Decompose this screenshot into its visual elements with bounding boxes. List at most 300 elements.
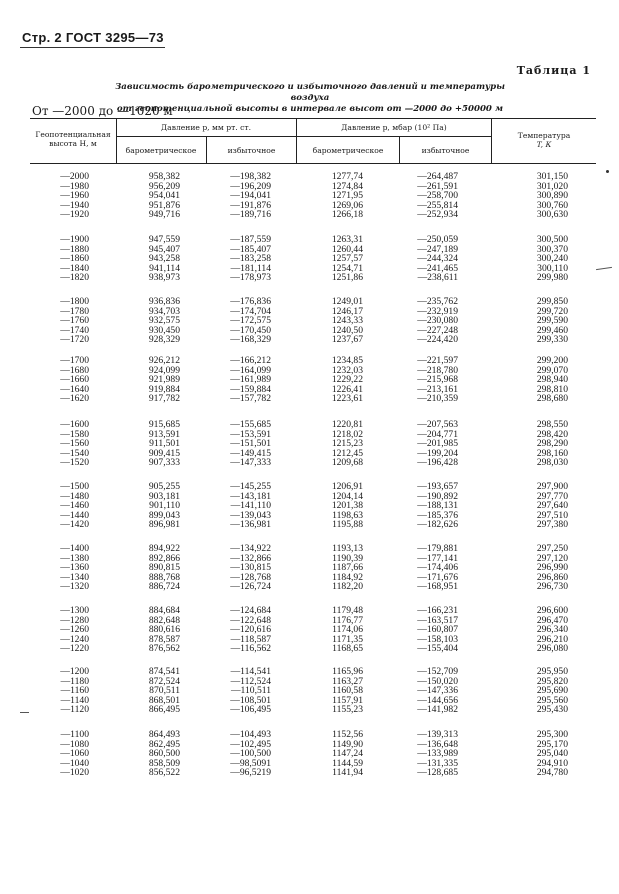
height-cell: —1040 — [60, 757, 89, 769]
barometric-mmhg-cell: 864,493 — [148, 729, 180, 740]
barometric-mbar-cell: 1174,06 — [332, 624, 363, 635]
height-cell: —1740 — [60, 324, 89, 336]
excess-mmhg-cell: —170,450 — [230, 324, 271, 336]
excess-mbar-cell: —218,780 — [417, 364, 458, 376]
barometric-mmhg-cell: 932,575 — [148, 315, 180, 326]
barometric-mbar-cell: 1206,91 — [331, 481, 363, 492]
barometric-mbar-column — [332, 356, 363, 404]
temperature-cell: 301,020 — [536, 180, 568, 192]
temperature-cell: 297,250 — [536, 543, 568, 554]
excess-mbar-cell: —147,336 — [417, 685, 458, 696]
excess-mbar-cell: —166,231 — [417, 605, 458, 616]
temperature-cell: 300,240 — [536, 253, 568, 264]
barometric-mmhg-column — [149, 667, 180, 715]
excess-mbar-cell: —227,248 — [417, 324, 458, 336]
excess-mmhg-cell: —183,258 — [230, 253, 271, 264]
excess-mmhg-cell: —132,866 — [230, 552, 271, 564]
barometric-mmhg-cell: 880,616 — [148, 624, 180, 635]
excess-mmhg-cell: —112,524 — [230, 675, 271, 687]
excess-mbar-cell: —155,404 — [417, 643, 458, 654]
height-cell: —1280 — [60, 614, 89, 626]
height-cell: —1980 — [60, 180, 89, 192]
temperature-cell: 300,110 — [537, 262, 568, 274]
barometric-mmhg-column — [149, 420, 180, 468]
row-group — [0, 606, 619, 666]
barometric-mbar-cell: 1266,18 — [331, 209, 363, 220]
barometric-mmhg-cell: 878,587 — [148, 633, 180, 645]
excess-mmhg-cell: —147,333 — [230, 457, 271, 468]
height-column — [60, 667, 89, 715]
temperature-cell: 299,070 — [536, 364, 568, 376]
height-cell: —1080 — [60, 738, 89, 750]
barometric-mmhg-column — [149, 482, 180, 530]
temperature-cell: 297,640 — [536, 500, 568, 511]
height-cell: —1480 — [60, 490, 89, 502]
row-group — [0, 667, 619, 727]
row-group — [0, 420, 619, 480]
excess-mmhg-cell: —181,114 — [230, 262, 271, 274]
excess-mbar-cell: —261,591 — [417, 180, 458, 192]
temperature-cell: 298,550 — [536, 419, 568, 430]
header-mmhg-group: Давление р, мм рт. ст. — [161, 123, 251, 132]
temperature-cell: 299,980 — [536, 272, 568, 283]
temperature-cell: 297,120 — [536, 552, 568, 564]
height-cell: —1400 — [60, 543, 89, 554]
height-column — [60, 544, 89, 592]
excess-mbar-cell: —179,881 — [417, 543, 458, 554]
excess-mbar-cell: —210,359 — [417, 393, 458, 404]
excess-mmhg-cell: —164,099 — [230, 364, 271, 376]
excess-mmhg-cell: —104,493 — [230, 729, 271, 740]
barometric-mbar-cell: 1271,95 — [331, 190, 363, 201]
height-cell: —1380 — [60, 552, 89, 564]
excess-mmhg-cell: —136,981 — [230, 519, 271, 530]
excess-mmhg-cell: —168,329 — [230, 334, 271, 345]
barometric-mmhg-cell: 934,703 — [148, 305, 180, 317]
barometric-mbar-cell: 1269,06 — [331, 199, 363, 211]
barometric-mbar-column — [332, 420, 363, 468]
excess-mbar-cell: —232,919 — [417, 305, 458, 317]
excess-mbar-cell: —244,324 — [417, 253, 458, 264]
temperature-cell: 298,290 — [536, 438, 568, 449]
height-cell: —1140 — [60, 694, 89, 706]
barometric-mbar-cell: 1193,13 — [332, 543, 363, 554]
barometric-mbar-cell: 1157,91 — [332, 694, 363, 706]
excess-mbar-cell: —150,020 — [417, 675, 458, 687]
temperature-cell: 295,950 — [536, 666, 568, 677]
height-column — [60, 420, 89, 468]
height-cell: —1240 — [60, 633, 89, 645]
temperature-cell: 299,200 — [536, 355, 568, 366]
height-cell: —1580 — [60, 428, 89, 440]
excess-mbar-cell: —199,204 — [417, 447, 458, 459]
temperature-cell: 297,510 — [536, 509, 568, 521]
table-header-rule — [30, 163, 596, 164]
barometric-mbar-cell: 1165,96 — [332, 666, 363, 677]
barometric-mmhg-cell: 941,114 — [149, 262, 180, 274]
height-cell: —1300 — [60, 605, 89, 616]
excess-mbar-cell: —188,131 — [417, 500, 458, 511]
barometric-mmhg-cell: 899,043 — [148, 509, 180, 521]
header-height-line2: высота H, м — [49, 139, 97, 148]
barometric-mmhg-cell: 947,559 — [148, 234, 180, 245]
barometric-mmhg-cell: 909,415 — [148, 447, 180, 459]
header-barometric-mbar: барометрическое — [312, 146, 384, 155]
barometric-mbar-cell: 1249,01 — [331, 296, 363, 307]
temperature-column — [537, 235, 568, 283]
excess-mmhg-cell: —196,209 — [230, 180, 271, 192]
excess-mmhg-cell: —161,989 — [230, 374, 271, 385]
barometric-mmhg-column — [149, 235, 180, 283]
excess-mbar-column — [417, 235, 458, 283]
temperature-column — [537, 356, 568, 404]
excess-mbar-cell: —185,376 — [417, 509, 458, 521]
temperature-cell: 294,780 — [536, 767, 568, 778]
height-column — [60, 235, 89, 283]
barometric-mbar-column — [332, 482, 363, 530]
temperature-cell: 296,990 — [536, 562, 568, 573]
excess-mbar-cell: —215,968 — [417, 374, 458, 385]
excess-mbar-cell: —204,771 — [417, 428, 458, 440]
excess-mbar-cell: —235,762 — [417, 296, 458, 307]
height-cell: —1920 — [60, 209, 89, 220]
excess-mmhg-cell: —194,041 — [230, 190, 271, 201]
height-column — [60, 172, 89, 220]
barometric-mbar-column — [332, 606, 363, 654]
excess-mbar-cell: —213,161 — [417, 383, 458, 395]
temperature-cell: 296,470 — [536, 614, 568, 626]
barometric-mbar-cell: 1184,92 — [332, 571, 363, 583]
excess-mbar-cell: —255,814 — [417, 199, 458, 211]
excess-mmhg-cell: —198,382 — [230, 171, 271, 182]
excess-mmhg-cell: —120,616 — [230, 624, 271, 635]
excess-mbar-cell: —131,335 — [417, 757, 458, 769]
caption-line-1: Зависимость барометрического и избыточного давлений и температуры воздуха — [115, 82, 505, 103]
excess-mbar-cell: —168,951 — [417, 581, 458, 592]
header-height — [30, 130, 116, 148]
temperature-cell: 299,720 — [536, 305, 568, 317]
excess-mmhg-column — [230, 544, 271, 592]
barometric-mbar-cell: 1190,39 — [332, 552, 363, 564]
barometric-mmhg-cell: 874,541 — [148, 666, 180, 677]
excess-mbar-cell: —163,517 — [417, 614, 458, 626]
excess-mbar-cell: —139,313 — [417, 729, 458, 740]
excess-mmhg-column — [230, 235, 271, 283]
excess-mbar-cell: —171,676 — [417, 571, 458, 583]
barometric-mbar-cell: 1254,71 — [331, 262, 363, 274]
height-cell: —1160 — [60, 685, 89, 696]
barometric-mmhg-column — [149, 297, 180, 345]
barometric-mbar-cell: 1251,86 — [331, 272, 363, 283]
barometric-mmhg-cell: 862,495 — [148, 738, 180, 750]
barometric-mmhg-cell: 913,591 — [148, 428, 180, 440]
barometric-mbar-column — [332, 172, 363, 220]
height-cell: —1880 — [60, 243, 89, 255]
height-cell: —1060 — [60, 748, 89, 759]
temperature-column — [537, 667, 568, 715]
temperature-cell: 299,460 — [536, 324, 568, 336]
height-cell: —1860 — [60, 253, 89, 264]
header-temperature-unit — [492, 140, 596, 149]
barometric-mbar-cell: 1155,23 — [332, 704, 363, 715]
excess-mmhg-cell: —96,5219 — [230, 767, 271, 778]
table-top-rule — [30, 118, 596, 119]
excess-mmhg-cell: —191,876 — [230, 199, 271, 211]
excess-mmhg-column — [230, 420, 271, 468]
temperature-unit: T, К — [536, 140, 552, 149]
barometric-mbar-cell: 1201,38 — [331, 500, 363, 511]
barometric-mbar-cell: 1160,58 — [332, 685, 363, 696]
barometric-mmhg-cell: 924,099 — [148, 364, 180, 376]
height-column — [60, 482, 89, 530]
barometric-mmhg-cell: 956,209 — [148, 180, 180, 192]
barometric-mmhg-cell: 915,685 — [148, 419, 180, 430]
barometric-mbar-cell: 1257,57 — [331, 253, 363, 264]
barometric-mmhg-cell: 905,255 — [148, 481, 180, 492]
height-cell: —1220 — [60, 643, 89, 654]
temperature-cell: 295,040 — [536, 748, 568, 759]
excess-mbar-column — [417, 172, 458, 220]
excess-mmhg-cell: —166,212 — [230, 355, 271, 366]
excess-mmhg-cell: —116,562 — [230, 643, 271, 654]
height-cell: —2000 — [60, 171, 89, 182]
barometric-mmhg-cell: 894,922 — [148, 543, 180, 554]
height-cell: —1320 — [60, 581, 89, 592]
excess-mbar-cell: —133,989 — [417, 748, 458, 759]
excess-mmhg-cell: —176,836 — [230, 296, 271, 307]
barometric-mmhg-cell: 945,407 — [148, 243, 180, 255]
height-cell: —1940 — [60, 199, 89, 211]
height-column — [60, 730, 89, 778]
barometric-mbar-cell: 1246,17 — [331, 305, 363, 317]
barometric-mbar-column — [332, 544, 363, 592]
temperature-cell: 299,590 — [536, 315, 568, 326]
barometric-mbar-cell: 1240,50 — [331, 324, 363, 336]
temperature-cell: 295,820 — [536, 675, 568, 687]
excess-mbar-column — [417, 482, 458, 530]
height-cell: —1780 — [60, 305, 89, 317]
height-cell: —1800 — [60, 296, 89, 307]
excess-mmhg-cell: —102,495 — [230, 738, 271, 750]
excess-mmhg-cell: —128,768 — [230, 571, 271, 583]
barometric-mmhg-cell: 951,876 — [148, 199, 180, 211]
caption-line-2: от геопотенциальной высоты в интервале высот от —2000 до +50000 м — [116, 104, 504, 114]
excess-mbar-cell: —238,611 — [417, 272, 458, 283]
barometric-mbar-cell: 1187,66 — [332, 562, 363, 573]
temperature-cell: 295,170 — [536, 738, 568, 750]
header-temperature-label: Температура — [517, 131, 571, 140]
height-column — [60, 606, 89, 654]
row-group — [0, 544, 619, 604]
height-cell: —1560 — [60, 438, 89, 449]
excess-mmhg-cell: —143,181 — [230, 490, 271, 502]
barometric-mbar-cell: 1179,48 — [332, 605, 363, 616]
header-barometric-mmhg: барометрическое — [125, 146, 197, 155]
barometric-mmhg-cell: 936,836 — [148, 296, 180, 307]
temperature-cell: 298,680 — [536, 393, 568, 404]
height-cell: —1520 — [60, 457, 89, 468]
temperature-cell: 297,900 — [536, 481, 568, 492]
excess-mbar-column — [417, 667, 458, 715]
barometric-mbar-cell: 1232,03 — [331, 364, 363, 376]
temperature-cell: 298,420 — [536, 428, 568, 440]
excess-mmhg-cell: —178,973 — [230, 272, 271, 283]
barometric-mmhg-column — [149, 730, 180, 778]
excess-mmhg-column — [230, 730, 271, 778]
excess-mmhg-cell: —139,043 — [230, 509, 271, 521]
temperature-cell: 295,690 — [536, 685, 568, 696]
temperature-column — [537, 544, 568, 592]
excess-mbar-cell: —182,626 — [417, 519, 458, 530]
temperature-column — [537, 172, 568, 220]
temperature-cell: 300,370 — [536, 243, 568, 255]
height-cell: —1540 — [60, 447, 89, 459]
barometric-mmhg-cell: 921,989 — [148, 374, 180, 385]
excess-mmhg-column — [230, 606, 271, 654]
temperature-cell: 297,380 — [536, 519, 568, 530]
barometric-mbar-cell: 1274,84 — [331, 180, 363, 192]
excess-mbar-cell: —174,406 — [417, 562, 458, 573]
height-cell: —1960 — [60, 190, 89, 201]
excess-mmhg-cell: —98,5091 — [230, 757, 271, 769]
barometric-mmhg-column — [149, 544, 180, 592]
excess-mbar-cell: —207,563 — [417, 419, 458, 430]
scan-mark — [20, 712, 29, 713]
height-cell: —1620 — [60, 393, 89, 404]
temperature-cell: 298,160 — [536, 447, 568, 459]
barometric-mmhg-cell: 926,212 — [148, 355, 180, 366]
barometric-mbar-cell: 1220,81 — [331, 419, 363, 430]
excess-mmhg-cell: —153,591 — [230, 428, 271, 440]
barometric-mmhg-cell: 919,884 — [148, 383, 180, 395]
barometric-mmhg-cell: 903,181 — [148, 490, 180, 502]
barometric-mmhg-cell: 890,815 — [148, 562, 180, 573]
excess-mbar-column — [417, 544, 458, 592]
barometric-mbar-cell: 1223,61 — [331, 393, 363, 404]
temperature-cell: 298,030 — [536, 457, 568, 468]
group-rule — [297, 136, 491, 137]
barometric-mbar-cell: 1204,14 — [331, 490, 363, 502]
barometric-mmhg-cell: 949,716 — [148, 209, 180, 220]
excess-mbar-cell: —177,141 — [417, 552, 458, 564]
temperature-cell: 298,810 — [536, 383, 568, 395]
barometric-mmhg-cell: 872,524 — [148, 675, 180, 687]
temperature-cell: 298,940 — [536, 374, 568, 385]
barometric-mmhg-cell: 860,500 — [148, 748, 180, 759]
temperature-cell: 299,850 — [536, 296, 568, 307]
excess-mmhg-cell: —141,110 — [230, 500, 271, 511]
height-cell: —1260 — [60, 624, 89, 635]
height-cell: —1820 — [60, 272, 89, 283]
barometric-mbar-cell: 1215,23 — [331, 438, 363, 449]
barometric-mmhg-column — [149, 356, 180, 404]
barometric-mmhg-cell: 876,562 — [148, 643, 180, 654]
barometric-mmhg-cell: 958,382 — [148, 171, 180, 182]
barometric-mbar-cell: 1277,74 — [331, 171, 363, 182]
excess-mbar-cell: —190,892 — [417, 490, 458, 502]
height-cell: —1900 — [60, 234, 89, 245]
row-group — [0, 172, 619, 232]
height-cell: —1640 — [60, 383, 89, 395]
excess-mmhg-column — [230, 297, 271, 345]
temperature-column — [537, 482, 568, 530]
excess-mmhg-cell: —189,716 — [230, 209, 271, 220]
barometric-mmhg-cell: 901,110 — [149, 500, 180, 511]
barometric-mmhg-column — [149, 606, 180, 654]
barometric-mmhg-cell: 858,509 — [148, 757, 180, 769]
height-cell: —1180 — [60, 675, 89, 687]
temperature-cell: 300,760 — [536, 199, 568, 211]
temperature-cell: 299,330 — [536, 334, 568, 345]
barometric-mbar-cell: 1263,31 — [331, 234, 363, 245]
excess-mbar-cell: —241,465 — [417, 262, 458, 274]
excess-mmhg-column — [230, 482, 271, 530]
temperature-column — [537, 606, 568, 654]
height-cell: —1680 — [60, 364, 89, 376]
excess-mbar-cell: —230,080 — [417, 315, 458, 326]
excess-mbar-column — [417, 420, 458, 468]
height-cell: —1420 — [60, 519, 89, 530]
barometric-mbar-cell: 1176,77 — [332, 614, 363, 626]
barometric-mmhg-cell: 907,333 — [148, 457, 180, 468]
scan-speck — [606, 170, 609, 173]
excess-mmhg-cell: —145,255 — [230, 481, 271, 492]
height-cell: —1760 — [60, 315, 89, 326]
excess-mmhg-cell: —122,648 — [230, 614, 271, 626]
height-cell: —1340 — [60, 571, 89, 583]
temperature-cell: 296,600 — [536, 605, 568, 616]
barometric-mmhg-cell: 917,782 — [148, 393, 180, 404]
height-cell: —1660 — [60, 374, 89, 385]
excess-mmhg-cell: —134,922 — [230, 543, 271, 554]
barometric-mbar-cell: 1171,35 — [332, 633, 363, 645]
barometric-mmhg-cell: 888,768 — [148, 571, 180, 583]
temperature-cell: 301,150 — [536, 171, 568, 182]
excess-mmhg-cell: —100,500 — [230, 748, 271, 759]
temperature-column — [537, 297, 568, 345]
barometric-mmhg-cell: 856,522 — [148, 767, 180, 778]
excess-mbar-column — [417, 606, 458, 654]
height-column — [60, 297, 89, 345]
temperature-cell: 295,430 — [536, 704, 568, 715]
temperature-cell: 297,770 — [536, 490, 568, 502]
excess-mmhg-cell: —108,501 — [230, 694, 271, 706]
height-cell: —1840 — [60, 262, 89, 274]
temperature-cell: 300,890 — [536, 190, 568, 201]
excess-mmhg-cell: —172,575 — [230, 315, 271, 326]
barometric-mmhg-cell: 938,973 — [148, 272, 180, 283]
excess-mmhg-cell: —185,407 — [230, 243, 271, 255]
temperature-cell: 295,300 — [536, 729, 568, 740]
height-cell: —1500 — [60, 481, 89, 492]
barometric-mbar-cell: 1198,63 — [332, 509, 363, 521]
excess-mmhg-cell: —106,495 — [230, 704, 271, 715]
barometric-mbar-cell: 1152,56 — [332, 729, 363, 740]
height-cell: —1720 — [60, 334, 89, 345]
barometric-mbar-cell: 1218,02 — [331, 428, 363, 440]
barometric-mmhg-cell: 886,724 — [148, 581, 180, 592]
excess-mbar-column — [417, 356, 458, 404]
excess-mbar-cell: —152,709 — [417, 666, 458, 677]
barometric-mmhg-cell: 882,648 — [148, 614, 180, 626]
row-group — [0, 730, 619, 790]
barometric-mmhg-cell: 896,981 — [148, 519, 180, 530]
range-note: От —2000 до —1020 м — [32, 104, 173, 118]
header-excess-mmhg: избыточное — [227, 146, 276, 155]
excess-mbar-cell: —136,648 — [417, 738, 458, 750]
barometric-mmhg-cell: 911,501 — [149, 438, 180, 449]
temperature-cell: 295,560 — [536, 694, 568, 706]
